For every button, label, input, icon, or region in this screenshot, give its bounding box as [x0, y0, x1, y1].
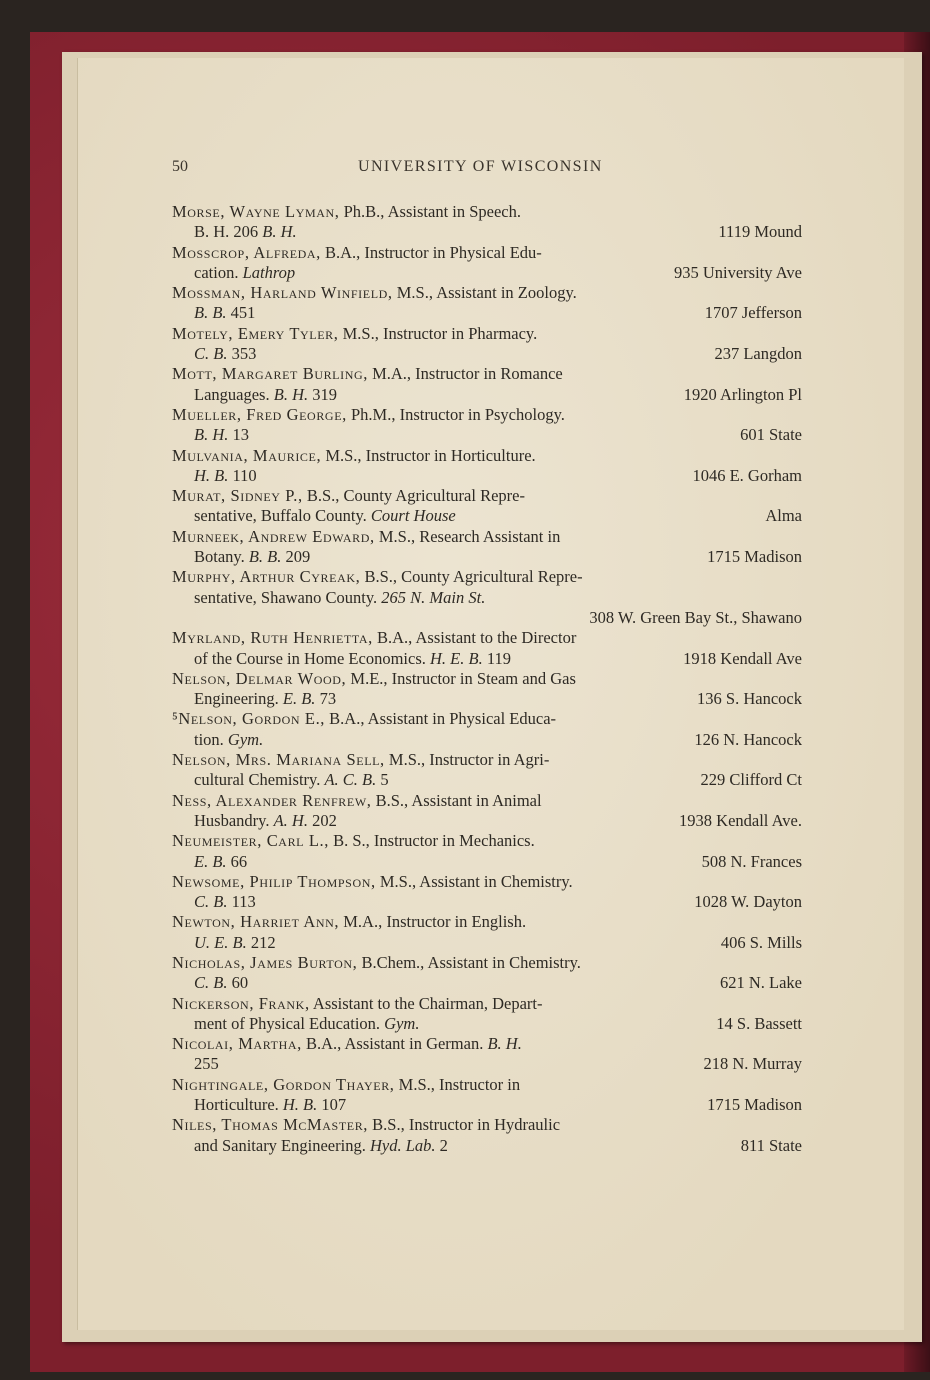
line-text — [172, 1034, 522, 1054]
entry-description: M.S., Instructor in Pharmacy. — [342, 323, 538, 343]
directory-entries — [172, 202, 812, 1156]
building-abbrev: C. B. — [194, 973, 228, 993]
line-text — [194, 303, 255, 323]
building-name: Lathrop — [242, 262, 296, 282]
entry-description: sentative, Buffalo County. — [194, 506, 367, 526]
entry-continuation-line — [172, 973, 812, 993]
room-number: 2 — [439, 1135, 448, 1155]
entry-description: tion. — [194, 729, 224, 749]
entry-continuation-line — [172, 263, 812, 283]
room-number: 119 — [486, 648, 511, 668]
room-number: 319 — [312, 384, 337, 404]
entry-continuation-line — [172, 385, 812, 405]
entry-description: M.S., Instructor in — [398, 1074, 521, 1094]
person-name: Murat, Sidney P., — [172, 486, 303, 506]
line-text — [172, 953, 581, 973]
home-address: 237 Langdon — [714, 344, 802, 364]
building-abbrev: C. B. — [194, 892, 228, 912]
entry-first-line — [172, 486, 812, 506]
home-address: 229 Clifford Ct — [700, 770, 802, 790]
entry-continuation-line — [172, 770, 812, 790]
entry-first-line — [172, 446, 812, 466]
person-name: Nicolai, Martha, — [172, 1034, 302, 1054]
line-text — [194, 1054, 219, 1074]
line-text — [194, 1095, 346, 1115]
line-text — [172, 750, 549, 770]
entry-first-line — [172, 364, 812, 384]
entry-description: M.A., Instructor in Romance — [372, 364, 563, 384]
building-abbrev: U. E. B. — [194, 932, 247, 952]
building-name: B. H. — [262, 222, 297, 242]
entry-description: B. S., Instructor in Mechanics. — [333, 831, 535, 851]
line-text — [194, 811, 337, 831]
directory-entry — [172, 628, 812, 669]
room-number: 113 — [231, 892, 256, 912]
building-abbrev: B. H. — [487, 1034, 522, 1054]
person-name: Nelson, Mrs. Mariana Sell, — [172, 750, 385, 770]
building-name: B. B. — [248, 547, 282, 567]
line-text — [194, 344, 256, 364]
directory-entry — [172, 709, 812, 750]
room-number: 212 — [250, 932, 276, 952]
entry-continuation-line — [172, 425, 812, 445]
room-number: 73 — [319, 689, 337, 709]
line-text — [194, 222, 297, 242]
entry-first-line — [172, 872, 812, 892]
entry-first-line — [172, 1034, 812, 1054]
entry-description: Botany. — [194, 547, 245, 567]
directory-entry — [172, 324, 812, 365]
directory-entry — [172, 283, 812, 324]
line-text — [172, 831, 535, 851]
line-text — [172, 872, 573, 892]
directory-entry — [172, 912, 812, 953]
line-text — [194, 730, 263, 750]
line-text — [172, 527, 560, 547]
building-name: Gym. — [227, 729, 264, 749]
line-text — [194, 425, 249, 445]
entry-continuation-line — [172, 649, 812, 669]
entry-first-line — [172, 912, 812, 932]
building-abbrev: C. B. — [194, 344, 228, 364]
entry-continuation-line — [172, 1054, 812, 1074]
entry-description: 255 — [194, 1054, 219, 1074]
home-address: 218 N. Murray — [703, 1054, 802, 1074]
line-text — [172, 567, 583, 587]
home-address: 508 N. Frances — [701, 851, 802, 871]
entry-first-line — [172, 1115, 812, 1135]
building-name: H. B. — [282, 1095, 318, 1115]
entry-description: M.S., Instructor in Horticulture. — [325, 445, 536, 465]
entry-continuation-line — [172, 892, 812, 912]
entry-description: B.A., Assistant in Physical Educa- — [329, 709, 557, 729]
entry-description: B.A., Assistant in German. — [305, 1034, 484, 1054]
entry-description: B.Chem., Assistant in Chemistry. — [361, 952, 581, 972]
directory-entry — [172, 1034, 812, 1075]
person-name: Morse, Wayne Lyman, — [172, 202, 340, 221]
entry-first-line — [172, 202, 812, 222]
entry-description: M.A., Instructor in English. — [343, 912, 527, 932]
line-text — [194, 689, 336, 709]
room-number: 202 — [312, 810, 337, 830]
directory-entry — [172, 994, 812, 1035]
building-abbrev: B. H. — [194, 425, 229, 445]
line-text — [194, 466, 257, 486]
home-address: 1918 Kendall Ave — [683, 648, 802, 668]
line-text — [172, 1075, 520, 1095]
building-name: Hyd. Lab. — [369, 1135, 436, 1155]
entry-first-line — [172, 831, 812, 851]
entry-description: M.E., Instructor in Steam and Gas — [350, 668, 576, 688]
building-name: H. E. B. — [430, 648, 483, 668]
line-text — [194, 1014, 419, 1034]
entry-description: B.S., County Agricultural Repre- — [364, 567, 583, 587]
home-address: 935 University Ave — [673, 262, 802, 282]
home-address: Alma — [765, 506, 802, 526]
entry-continuation-line — [172, 689, 812, 709]
entry-first-line — [172, 567, 812, 587]
line-text — [172, 202, 521, 222]
entry-continuation-line — [172, 303, 812, 323]
line-text — [194, 1136, 448, 1156]
entry-continuation-line — [172, 506, 812, 526]
entry-description: of the Course in Home Economics. — [194, 648, 426, 668]
entry-first-line — [172, 750, 812, 770]
home-address: 1028 W. Dayton — [694, 892, 802, 912]
directory-entry — [172, 486, 812, 527]
home-address: 1046 E. Gorham — [692, 465, 802, 485]
home-address: 1920 Arlington Pl — [683, 384, 802, 404]
home-address: 1715 Madison — [707, 547, 802, 567]
person-name: Nicholas, James Burton, — [172, 952, 358, 972]
room-number: 451 — [230, 303, 256, 323]
entry-description: Assistant to the Chairman, Depart- — [312, 993, 543, 1013]
line-text — [172, 486, 525, 506]
home-address: 308 W. Green Bay St., Shawano — [589, 607, 802, 627]
person-name: Nelson, Delmar Wood, — [172, 668, 347, 688]
directory-entry — [172, 831, 812, 872]
home-address: 621 N. Lake — [719, 973, 802, 993]
room-number: 60 — [231, 973, 249, 993]
building-name: B. H. — [273, 384, 309, 404]
home-address: 1707 Jefferson — [704, 303, 802, 323]
entry-first-line — [172, 628, 812, 648]
building-name: 265 N. Main St. — [381, 587, 486, 607]
entry-continuation-line — [172, 730, 812, 750]
line-text — [194, 973, 248, 993]
entry-first-line — [172, 283, 812, 303]
line-text — [172, 628, 576, 648]
entry-description: sentative, Shawano County. — [194, 587, 378, 607]
line-text — [172, 1115, 560, 1135]
home-address: 811 State — [740, 1135, 802, 1155]
home-address: 406 S. Mills — [720, 932, 802, 952]
person-name: Newsome, Philip Thompson, — [172, 871, 376, 891]
entry-continuation-line — [172, 933, 812, 953]
person-name: Nightingale, Gordon Thayer, — [172, 1074, 395, 1094]
entry-description: and Sanitary Engineering. — [194, 1135, 366, 1155]
home-address: 126 N. Hancock — [694, 729, 802, 749]
line-text — [172, 283, 577, 303]
entry-first-line — [172, 709, 812, 729]
person-name: Newton, Harriet Ann, — [172, 912, 340, 932]
person-name: Mulvania, Maurice, — [172, 445, 322, 465]
line-text — [172, 405, 565, 425]
entry-continuation-line — [172, 1095, 812, 1115]
entry-continuation-line — [172, 852, 812, 872]
entry-continuation-line — [172, 466, 812, 486]
home-address: 1715 Madison — [707, 1095, 802, 1115]
building-abbrev: B. B. — [194, 303, 227, 323]
entry-first-line — [172, 791, 812, 811]
entry-description: Husbandry. — [194, 810, 270, 830]
person-name: Nickerson, Frank, — [172, 993, 310, 1013]
person-name: Mueller, Fred George, — [172, 404, 347, 424]
entry-description: cultural Chemistry. — [194, 770, 321, 790]
entry-continuation-line — [172, 344, 812, 364]
entry-description: Engineering. — [194, 689, 279, 709]
entry-description: Ph.B., Assistant in Speech. — [343, 202, 522, 221]
person-name: Myrland, Ruth Henrietta, — [172, 628, 373, 648]
building-abbrev: H. B. — [194, 465, 229, 485]
entry-description: B. H. 206 — [194, 222, 259, 242]
directory-entry — [172, 1115, 812, 1156]
entry-description: Ph.M., Instructor in Psychology. — [350, 404, 565, 424]
line-text — [194, 770, 389, 790]
line-text — [172, 994, 542, 1014]
entry-description: Horticulture. — [194, 1095, 279, 1115]
person-name: Mott, Margaret Burling, — [172, 364, 368, 384]
entry-continuation-line — [172, 811, 812, 831]
directory-entry — [172, 669, 812, 710]
line-text — [172, 364, 563, 384]
line-text — [172, 446, 536, 466]
room-number: 110 — [232, 465, 257, 485]
room-number: 353 — [231, 344, 257, 364]
home-address: 136 S. Hancock — [697, 689, 802, 709]
line-text — [172, 324, 537, 344]
entry-description: M.S., Assistant in Chemistry. — [379, 871, 573, 891]
line-text — [194, 506, 456, 526]
building-abbrev: E. B. — [194, 851, 227, 871]
entry-description: M.S., Assistant in Zoology. — [396, 283, 577, 303]
room-number: 107 — [321, 1095, 347, 1115]
line-text — [172, 709, 556, 729]
room-number: 209 — [285, 547, 311, 567]
directory-entry — [172, 750, 812, 791]
entry-description: B.A., Assistant to the Director — [376, 628, 577, 648]
directory-entry — [172, 202, 812, 243]
person-name: Ness, Alexander Renfrew, — [172, 790, 372, 810]
building-name: A. C. B. — [324, 770, 377, 790]
entry-first-line — [172, 669, 812, 689]
entry-first-line — [172, 324, 812, 344]
person-name: Murphy, Arthur Cyreak, — [172, 567, 361, 587]
entry-continuation-line — [172, 588, 812, 608]
person-name: Mossman, Harland Winfield, — [172, 283, 393, 303]
directory-entry — [172, 527, 812, 568]
entry-description: M.S., Instructor in Agri- — [388, 750, 550, 770]
entry-first-line — [172, 953, 812, 973]
directory-entry — [172, 872, 812, 913]
home-address: 1119 Mound — [718, 222, 802, 242]
person-name: Murneek, Andrew Edward, — [172, 526, 375, 546]
line-text — [194, 933, 276, 953]
person-name: Motely, Emery Tyler, — [172, 323, 339, 343]
line-text — [194, 852, 247, 872]
entry-description: B.S., Instructor in Hydraulic — [372, 1115, 561, 1135]
room-number: 13 — [232, 425, 249, 445]
home-address: 14 S. Bassett — [716, 1013, 802, 1033]
entry-description: Languages. — [194, 384, 270, 404]
line-text — [172, 669, 576, 689]
person-name: ⁵Nelson, Gordon E., — [172, 709, 326, 729]
entry-continuation-line — [172, 1014, 812, 1034]
page-number: 50 — [172, 158, 188, 175]
entry-first-line — [172, 527, 812, 547]
building-name: Gym. — [384, 1013, 420, 1033]
line-text — [172, 912, 526, 932]
entry-description: B.A., Instructor in Physical Edu- — [325, 242, 542, 262]
directory-entry — [172, 364, 812, 405]
room-number: 5 — [380, 770, 389, 790]
entry-description: ment of Physical Education. — [194, 1013, 381, 1033]
person-name: Neumeister, Carl L., — [172, 831, 329, 851]
building-name: Court House — [370, 506, 456, 526]
line-text — [172, 243, 542, 263]
line-text — [194, 588, 485, 608]
entry-continuation-line — [172, 547, 812, 567]
building-name: A. H. — [273, 810, 308, 830]
person-name: Mosscrop, Alfreda, — [172, 242, 321, 262]
entry-continuation-line — [172, 222, 812, 242]
person-name: Niles, Thomas McMaster, — [172, 1115, 369, 1135]
line-text — [194, 263, 295, 283]
entry-description: M.S., Research Assistant in — [378, 526, 561, 546]
building-name: E. B. — [282, 689, 316, 709]
entry-first-line — [172, 243, 812, 263]
running-title: UNIVERSITY OF WISCONSIN — [358, 158, 603, 175]
line-text — [194, 649, 511, 669]
directory-entry — [172, 567, 812, 628]
entry-description: cation. — [194, 262, 239, 282]
directory-entry — [172, 953, 812, 994]
line-text — [172, 791, 542, 811]
entry-continuation-line — [172, 1136, 812, 1156]
home-address: 601 State — [740, 425, 802, 445]
directory-entry — [172, 243, 812, 284]
line-text — [194, 385, 337, 405]
page-header — [172, 158, 612, 182]
entry-first-line — [172, 994, 812, 1014]
directory-entry — [172, 405, 812, 446]
entry-continuation-line — [172, 608, 812, 628]
home-address: 1938 Kendall Ave. — [679, 810, 802, 830]
directory-entry — [172, 446, 812, 487]
entry-description: B.S., Assistant in Animal — [375, 790, 542, 810]
entry-first-line — [172, 1075, 812, 1095]
directory-entry — [172, 791, 812, 832]
line-text — [194, 892, 256, 912]
directory-entry — [172, 1075, 812, 1116]
room-number: 66 — [230, 851, 248, 871]
entry-description: B.S., County Agricultural Repre- — [306, 486, 525, 506]
line-text — [194, 547, 310, 567]
entry-first-line — [172, 405, 812, 425]
